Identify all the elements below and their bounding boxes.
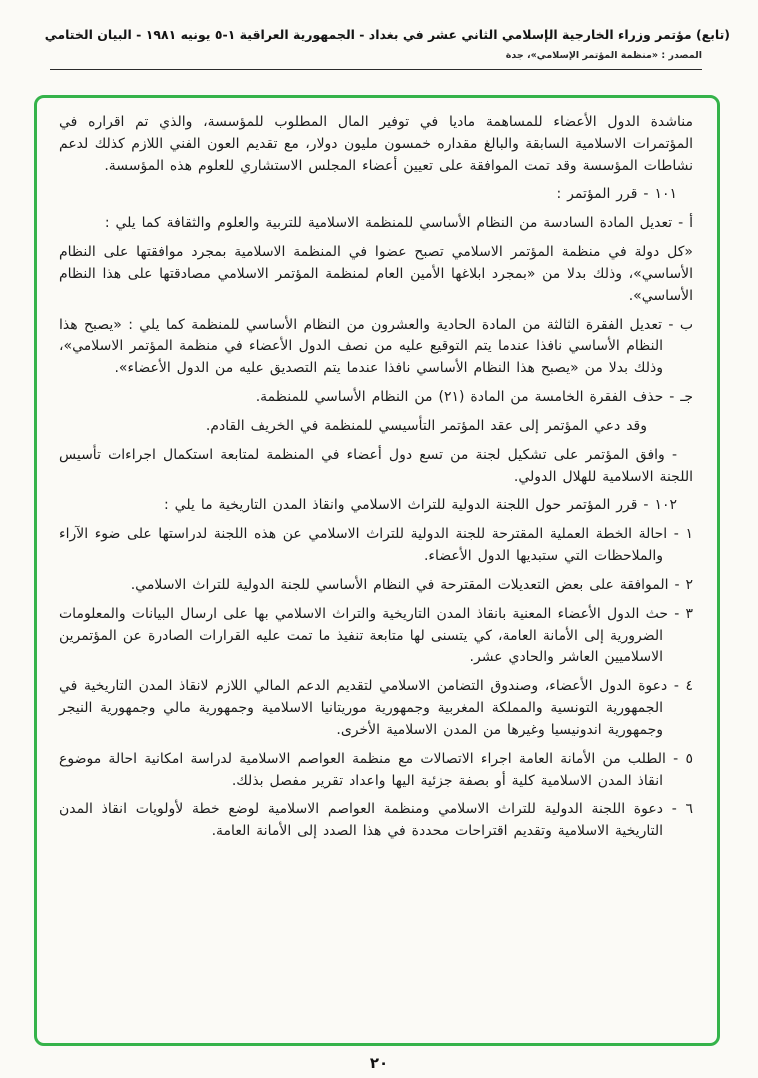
page-number: ٢٠ — [369, 1054, 389, 1072]
source-line: المصدر : «منظمة المؤتمر الإسلامي»، جدة — [505, 49, 702, 61]
document-title: (تابع) مؤتمر وزراء الخارجية الإسلامي الثاني عشر في بغداد - الجمهورية العراقية ١-٥ يونيه ١٩٨١ - البيان الختامي — [44, 27, 730, 42]
item-2-amendments-approval: ٢ - الموافقة على بعض التعديلات المقترحة في النظام الأساسي للجنة الدولية للتراث الاسلامي. — [130, 576, 693, 593]
item-1-plan-referral: ١ - احالة الخطة العملية المقترحة للجنة الدولية للتراث الاسلامي عن هذه اللجنة لدراستها على ضوء الآراء والملاحظات التي ستبديها الدول الأعضاء. — [59, 526, 693, 565]
heading-decision-102: ١٠٢ - قرر المؤتمر حول اللجنة الدولية للتراث الاسلامي وانقاذ المدن التاريخية ما يلي : — [164, 497, 677, 514]
item-4-funding-invitation: ٤ - دعوة الدول الأعضاء، وصندوق التضامن الاسلامي لتقديم الدعم المالي اللازم لانقاذ المدن التاريخية في الجمهورية التونسية والمملكة المغربية وجمهورية موريتانيا الاسلامية وجمهورية مالي وجمهورية النيجر وجمهورية اندونيسيا وغيرها من المدن الاسلامية الأخرى. — [59, 678, 693, 738]
content-frame — [34, 95, 720, 1046]
document-header — [0, 0, 758, 70]
paragraph-committee-formation: - وافق المؤتمر على تشكيل لجنة من تسع دول أعضاء في المنظمة لمتابعة استكمال اجراءات تأسيس اللجنة الاسلامية للهلال الدولي. — [59, 446, 693, 485]
item-5-secretariat-contacts: ٥ - الطلب من الأمانة العامة اجراء الاتصالات مع منظمة العواصم الاسلامية لدراسة امكانية احالة موضوع انقاذ المدن الاسلامية كلية أو بصفة جزئية اليها واعداد تقرير مفصل بذلك. — [59, 750, 693, 789]
paragraph-appeal-funding: مناشدة الدول الأعضاء للمساهمة ماديا في توفير المال المطلوب للمؤسسة، والذي تم اقراره في المؤتمرات الاسلامية السابقة والبالغ مقداره خمسون مليون دولار، مع تقديم العون الفني اللازم كذلك لدعم نشاطات المؤسسة وقد تمت الموافقة على تعيين أعضاء المجلس الاستشاري للعلوم هذه المؤسسة. — [59, 114, 693, 174]
paragraph-membership-quote: «كل دولة في منظمة المؤتمر الاسلامي تصبح عضوا في المنظمة الاسلامية بمجرد موافقتها على النظام الأساسي»، وذلك بدلا من «بمجرد ابلاغها الأمين العام لمنظمة المؤتمر الاسلامي مصادقتها على هذا النظام الأساسي». — [59, 244, 693, 304]
heading-decision-101: ١٠١ - قرر المؤتمر : — [556, 186, 677, 203]
header-divider — [50, 69, 702, 70]
paragraph-founding-conference: وقد دعي المؤتمر إلى عقد المؤتمر التأسيسي للمنظمة في الخريف القادم. — [205, 417, 647, 434]
item-a-article-amendment: أ - تعديل المادة السادسة من النظام الأساسي للمنظمة الاسلامية للتربية والعلوم والثقافة كما يلي : — [104, 215, 693, 232]
item-b-clause-amendment: ب - تعديل الفقرة الثالثة من المادة الحادية والعشرون من النظام الأساسي للمنظمة كما يلي : «يصبح هذا النظام الأساسي نافذا عندما يتم التوقيع عليه من نصف الدول الأعضاء في منظمة المؤتمر الاسلامي»، وذلك بدلا من «يصبح هذا النظام الأساسي نافذا عندما يتم التصديق عليه من الدول الأعضاء». — [59, 316, 693, 377]
item-3-member-states-urging: ٣ - حث الدول الأعضاء المعنية بانقاذ المدن التاريخية والتراث الاسلامي بها على ارسال البيانات والمعلومات الضرورية إلى الأمانة العامة، كي يتسنى لها متابعة تنفيذ ما تمت عليه القرارات الصادرة عن المؤتمرين الاسلاميين العاشر والحادي عشر. — [59, 605, 693, 666]
item-6-priority-plan: ٦ - دعوة اللجنة الدولية للتراث الاسلامي ومنظمة العواصم الاسلامية لوضع خطة لأولويات انقاذ المدن التاريخية الاسلامية وتقديم اقتراحات محددة في هذا الصدد إلى الأمانة العامة. — [59, 801, 693, 840]
item-j-clause-deletion: جـ - حذف الفقرة الخامسة من المادة (٢١) من النظام الأساسي للمنظمة. — [255, 389, 693, 406]
